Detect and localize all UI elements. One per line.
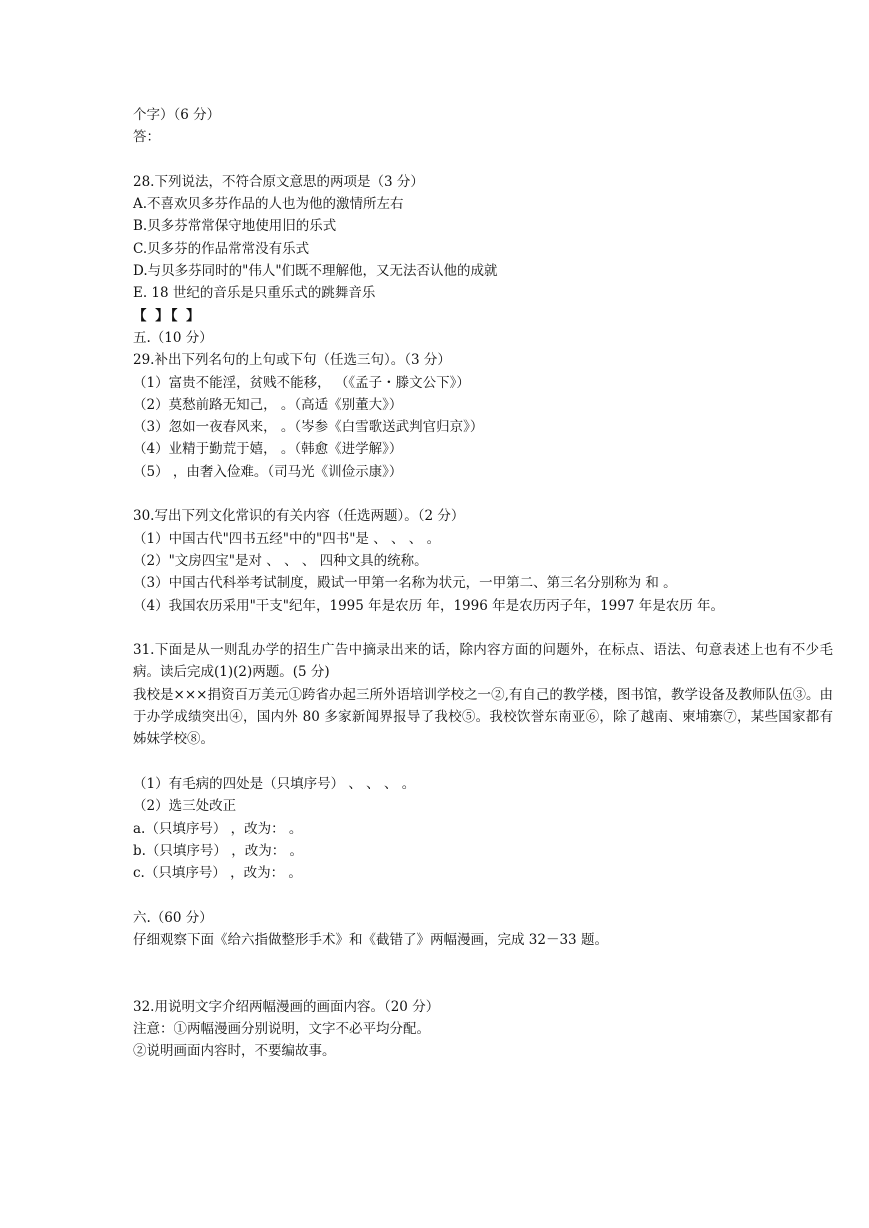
q30-item-2: （2）"文房四宝"是对 、 、 、 四种文具的统称。: [133, 552, 428, 569]
q30-item-4: （4）我国农历采用"干支"纪年，1995 年是农历 年，1996 年是农历丙子年，1997 年是农历 年。: [133, 597, 725, 614]
q28-option-d: D.与贝多芬同时的"伟人"们既不理解他，又无法否认他的成就: [133, 263, 498, 280]
q29-stem: 29.补出下列名句的上句或下句（任选三句）。（3 分）: [133, 352, 451, 369]
section-6-intro: 仔细观察下面《给六指做整形手术》和《截错了》两幅漫画，完成 32－33 题。: [133, 931, 608, 948]
q29-item-5: （5） ，由奢入俭难。（司马光《训俭示康》）: [133, 463, 403, 480]
q32-note-2: ②说明画面内容时，不要编故事。: [133, 1043, 336, 1060]
answer-label: 答：: [133, 129, 160, 146]
q29-item-3: （3）忽如一夜春风来， 。（岑参《白雪歌送武判官归京》）: [133, 419, 484, 436]
question-continuation: 个字）（6 分）: [133, 107, 221, 123]
q28-stem: 28.下列说法，不符合原文意思的两项是（3 分）: [133, 173, 424, 190]
q31-sub-1: （1）有毛病的四处是（只填序号） 、 、 、 。: [133, 775, 416, 792]
q31-fix-a: a.（只填序号） ，改为： 。: [133, 820, 303, 837]
spacer: [133, 617, 833, 639]
q31-fix-b: b.（只填序号） ，改为： 。: [133, 842, 304, 859]
q31-stem: 31.下面是从一则乱办学的招生广告中摘录出来的话，除内容方面的问题外，在标点、语法、句意表述上也有不少毛病。读后完成(1)(2)两题。(5 分): [133, 642, 833, 681]
q28-option-a: A.不喜欢贝多芬作品的人也为他的激情所左右: [133, 196, 404, 213]
q29-item-1: （1）富贵不能淫，贫贱不能移， （《孟子・滕文公下》）: [133, 374, 470, 391]
q30-item-3: （3）中国古代科举考试制度，殿试一甲第一名称为状元，一甲第二、第三名分别称为 和 。: [133, 575, 677, 592]
spacer: [133, 951, 833, 996]
q30-stem: 30.写出下列文化常识的有关内容（任选两题）。（2 分）: [133, 508, 465, 525]
q31-fix-c: c.（只填序号） ，改为： 。: [133, 865, 302, 882]
q29-item-2: （2）莫愁前路无知己， 。（高适《别董大》）: [133, 396, 403, 413]
q30-item-1: （1）中国古代"四书五经"中的"四书"是 、 、 、 。: [133, 530, 441, 547]
section-5-title: 五.（10 分）: [133, 329, 213, 346]
q31-passage: 我校是×××捐资百万美元①跨省办起三所外语培训学校之一②,有自己的教学楼，图书馆，教学设备及教师队伍③。由于办学成绩突出④，国内外 80 多家新闻界报导了我校⑤。我校饮誉东南亚⑥，除了越南、柬埔寨⑦，某些国家都有姊妹学校⑧。: [133, 686, 833, 748]
q28-option-c: C.贝多芬的作品常常没有乐式: [133, 240, 310, 257]
section-6-title: 六.（60 分）: [133, 909, 213, 926]
q31-sub-2: （2）选三处改正: [133, 798, 237, 815]
q28-option-e: E. 18 世纪的音乐是只重乐式的跳舞音乐: [133, 285, 376, 302]
q28-answer-brackets: 【 】【 】: [133, 307, 202, 324]
q29-item-4: （4）业精于勤荒于嬉， 。（韩愈《进学解》）: [133, 441, 403, 458]
spacer: [133, 483, 833, 505]
spacer: [133, 149, 833, 171]
q32-note-1: 注意：①两幅漫画分别说明，文字不必平均分配。: [133, 1021, 430, 1038]
spacer: [133, 884, 833, 906]
document-page: [133, 104, 833, 1063]
q32-stem: 32.用说明文字介绍两幅漫画的画面内容。（20 分）: [133, 998, 440, 1015]
spacer: [133, 751, 833, 773]
q28-option-b: B.贝多芬常常保守地使用旧的乐式: [133, 218, 337, 235]
